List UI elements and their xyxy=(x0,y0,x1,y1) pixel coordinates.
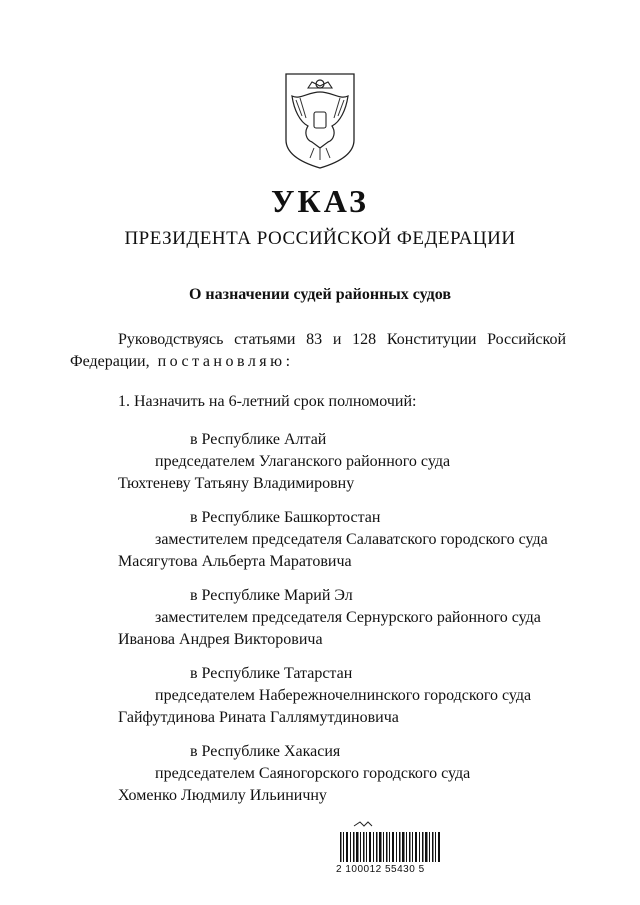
preamble-text: Федерации, xyxy=(70,353,150,370)
appointment-position: председателем Улаганского районного суда xyxy=(155,453,451,470)
appointment-region: в Республике Марий Эл xyxy=(190,587,353,604)
appointment-region: в Республике Татарстан xyxy=(190,665,353,682)
preamble-line xyxy=(70,352,294,372)
appointment-person: Хоменко Людмилу Ильиничну xyxy=(118,787,327,804)
document-heading: О назначении судей районных судов xyxy=(188,286,451,303)
appointment-position: заместителем председателя Салаватского городского суда xyxy=(155,531,548,548)
appointment-region: в Республике Башкортостан xyxy=(190,509,381,526)
appointment-position: председателем Саяногорского городского суда xyxy=(155,765,471,782)
coat-of-arms-emblem xyxy=(278,70,362,170)
appointment-position: заместителем председателя Сернурского районного суда xyxy=(155,609,541,626)
appointment-person: Иванова Андрея Викторовича xyxy=(118,631,323,648)
document-title: УКАЗ xyxy=(271,183,369,219)
preamble-spaced-text: постановляю: xyxy=(157,353,294,370)
preamble-line: Руководствуясь статьями 83 и 128 Конституции Российской xyxy=(118,331,566,348)
appointment-region: в Республике Хакасия xyxy=(190,743,341,760)
appointment-person: Гайфутдинова Рината Галлямутдиновича xyxy=(118,709,399,726)
appointment-position: председателем Набережночелнинского городского суда xyxy=(155,687,532,704)
appointment-person: Масягутова Альберта Маратовича xyxy=(118,553,352,570)
appointment-person: Тюхтеневу Татьяну Владимировну xyxy=(118,475,355,492)
item-paragraph: 1. Назначить на 6-летний срок полномочий: xyxy=(118,393,417,410)
barcode-number: 2 100012 55430 5 xyxy=(336,864,425,875)
appointment-region: в Республике Алтай xyxy=(190,431,327,448)
document-subtitle: ПРЕЗИДЕНТА РОССИЙСКОЙ ФЕДЕРАЦИИ xyxy=(124,228,516,249)
